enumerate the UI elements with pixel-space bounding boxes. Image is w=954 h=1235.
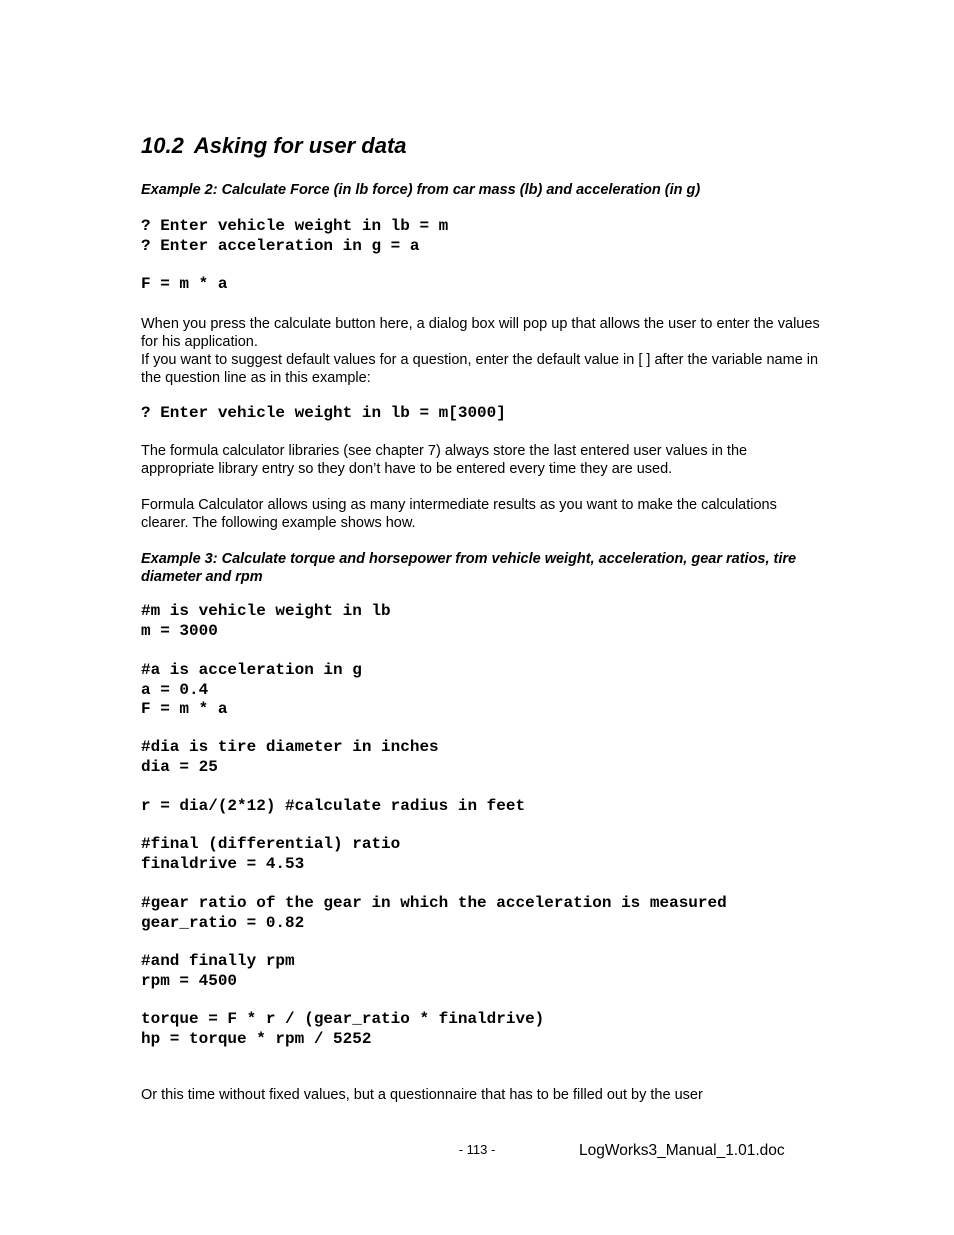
code-group-weight — [141, 602, 391, 641]
code-line: #dia is tire diameter in inches — [141, 738, 439, 756]
code-line: #gear ratio of the gear in which the acceleration is measured — [141, 894, 727, 912]
paragraph-line: If you want to suggest default values for a question, enter the default value in [ ] after the variable name in the question line as in this example: — [141, 352, 819, 386]
paragraph-libraries: The formula calculator libraries (see chapter 7) always store the last entered user values in the appropriate library entry so they don’t have to be entered every time they are used. — [141, 443, 748, 477]
code-block-default-value — [141, 404, 506, 424]
paragraph-line: When you press the calculate button here, a dialog box will pop up that allows the user to enter the values for his application. — [141, 316, 820, 350]
code-line: dia = 25 — [141, 757, 218, 776]
code-line: finaldrive = 4.53 — [141, 854, 305, 873]
example-3-caption: Example 3: Calculate torque and horsepower from vehicle weight, acceleration, gear ratios, tire diameter and rpm — [141, 551, 797, 585]
code-line: rpm = 4500 — [141, 971, 238, 990]
code-block-force — [141, 275, 227, 295]
paragraph-intermediate-results: Formula Calculator allows using as many intermediate results as you want to make the calculations clearer. The following example shows how. — [141, 497, 777, 531]
code-group-final-drive — [141, 835, 400, 874]
section-number: 10.2 — [141, 133, 184, 158]
footer-filename: LogWorks3_Manual_1.01.doc — [579, 1142, 785, 1159]
code-group-radius — [141, 797, 525, 817]
code-line: #final (differential) ratio — [141, 835, 401, 853]
code-line: F = m * a — [141, 275, 228, 293]
code-group-acceleration — [141, 661, 362, 720]
code-block-questions — [141, 217, 448, 256]
section-title: Asking for user data — [193, 133, 407, 158]
code-line: ? Enter vehicle weight in lb = m[3000] — [141, 404, 506, 422]
code-line: #m is vehicle weight in lb — [141, 602, 391, 620]
code-line: #a is acceleration in g — [141, 661, 362, 679]
code-line: hp = torque * rpm / 5252 — [141, 1029, 372, 1048]
code-line: F = m * a — [141, 700, 228, 718]
code-line: ? Enter acceleration in g = a — [141, 236, 420, 255]
code-line: #and finally rpm — [141, 952, 295, 970]
code-line: ? Enter vehicle weight in lb = m — [141, 217, 449, 235]
code-line: r = dia/(2*12) #calculate radius in feet — [141, 797, 526, 815]
page-number: - 113 - — [458, 1142, 496, 1157]
example-2-caption: Example 2: Calculate Force (in lb force) from car mass (lb) and acceleration (in g) — [141, 182, 701, 198]
code-group-gear-ratio — [141, 894, 727, 933]
code-line: m = 3000 — [141, 621, 218, 640]
code-group-diameter — [141, 738, 439, 777]
code-line: gear_ratio = 0.82 — [141, 913, 305, 932]
code-line: torque = F * r / (gear_ratio * finaldrive) — [141, 1010, 545, 1028]
section-heading — [141, 132, 407, 160]
code-line: a = 0.4 — [141, 680, 209, 699]
paragraph-dialog — [141, 315, 821, 387]
code-group-rpm — [141, 952, 295, 991]
code-group-torque-hp — [141, 1010, 544, 1049]
paragraph-questionnaire: Or this time without fixed values, but a questionnaire that has to be filled out by the user — [141, 1087, 703, 1103]
